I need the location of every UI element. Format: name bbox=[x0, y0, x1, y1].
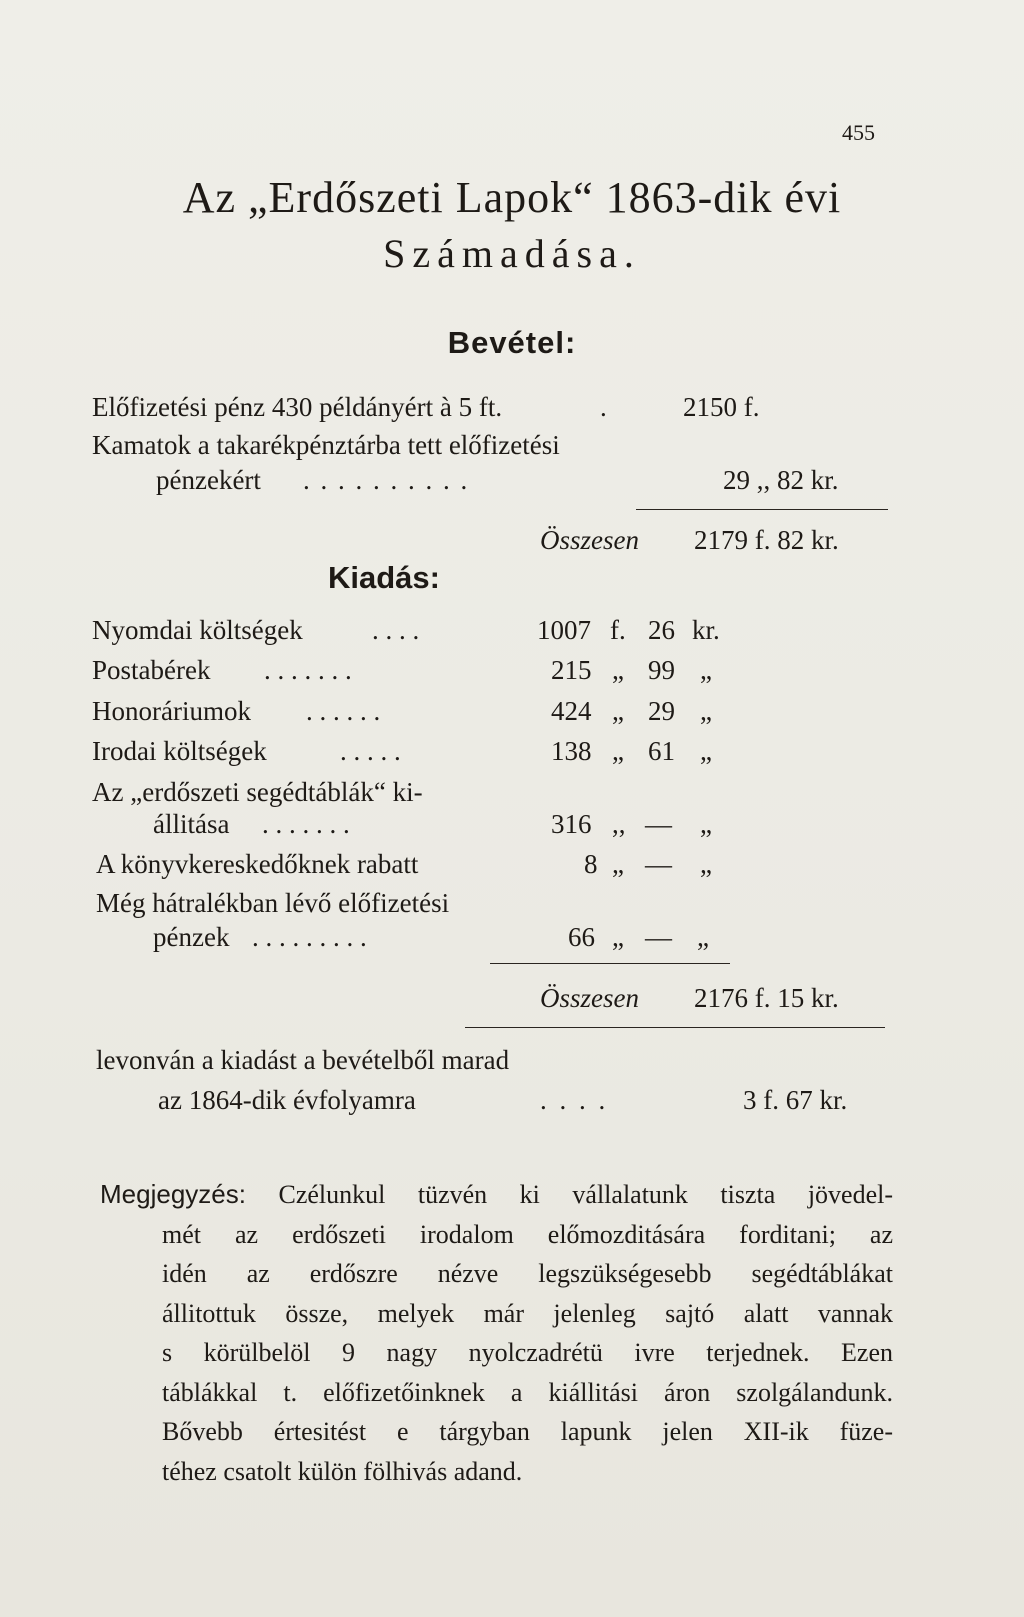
expense-row-kr: 99 bbox=[648, 655, 675, 685]
balance-line: az 1864-dik évfolyamra bbox=[158, 1085, 416, 1115]
income-row-dots: . bbox=[600, 392, 607, 422]
expense-row-label: pénzek bbox=[153, 922, 230, 952]
expense-row-dots: . . . . . . . . . bbox=[252, 922, 367, 952]
expense-row-kr: — bbox=[645, 849, 672, 879]
expense-row-kr: — bbox=[645, 809, 672, 839]
expense-row-ft: 215 bbox=[551, 655, 592, 685]
balance-line: levonván a kiadást a bevételből marad bbox=[96, 1045, 510, 1075]
expense-row-ft: 316 bbox=[551, 809, 592, 839]
note-line: táblákkal t. előfizetőinknek a kiállitási áron szolgálandunk. bbox=[162, 1377, 893, 1407]
balance-value: 3 f. 67 kr. bbox=[743, 1085, 848, 1115]
income-row-label: Előfizetési pénz 430 példányért à 5 ft. bbox=[92, 392, 503, 422]
note-heading: Megjegyzés: bbox=[100, 1179, 246, 1209]
expense-row-ft: 424 bbox=[551, 696, 592, 726]
balance-dots: . . . . bbox=[540, 1085, 609, 1115]
income-row-dots: . . . . . . . . . . bbox=[303, 465, 470, 495]
expense-row-kr-unit: „ bbox=[700, 736, 712, 766]
expense-row-kr: 61 bbox=[648, 736, 675, 766]
income-total-label: Összesen bbox=[540, 525, 639, 555]
balance-rule bbox=[465, 1027, 885, 1028]
page-number: 455 bbox=[842, 120, 875, 145]
expense-row-ft: 138 bbox=[551, 736, 592, 766]
expense-row-ft-unit: „ bbox=[612, 849, 624, 879]
income-row-label: pénzekért bbox=[156, 465, 261, 495]
note-line: idén az erdőszre nézve legszükségesebb segédtáblákat bbox=[162, 1259, 893, 1288]
expense-row-label: Postabérek bbox=[92, 655, 211, 685]
income-row-amount: 2150 f. bbox=[683, 392, 760, 422]
expense-row-ft: 1007 bbox=[537, 615, 591, 645]
note-line: téhez csatolt külön fölhivás adand. bbox=[162, 1456, 523, 1486]
income-row-label: Kamatok a takarékpénztárba tett előfizetési bbox=[92, 430, 560, 460]
expense-row-kr: — bbox=[645, 922, 672, 952]
expense-row-dots: . . . . bbox=[372, 615, 420, 645]
expense-row-ft-unit: ,, bbox=[612, 809, 626, 839]
expense-row-ft: 8 bbox=[584, 849, 598, 879]
expense-row-label: Nyomdai költségek bbox=[92, 615, 303, 645]
expense-row-ft-unit: „ bbox=[612, 696, 624, 726]
expense-row-dots: . . . . . . bbox=[306, 696, 381, 726]
expense-row-label: Honoráriumok bbox=[92, 696, 251, 726]
note-line: Megjegyzés: Czélunkul tüzvén ki vállalatunk tiszta jövedel- bbox=[100, 1179, 894, 1209]
expense-row-dots: . . . . . . . bbox=[264, 655, 352, 685]
expense-total-value: 2176 f. 15 kr. bbox=[694, 983, 839, 1013]
expense-row-label: A könyvkereskedőknek rabatt bbox=[96, 849, 419, 879]
note-paragraph bbox=[100, 1175, 893, 1491]
expense-sum-rule bbox=[490, 963, 730, 964]
expense-row-dots: . . . . . . . bbox=[262, 809, 350, 839]
expense-row-kr-unit: „ bbox=[700, 809, 712, 839]
expense-row-label: Az „erdőszeti segédtáblák“ ki- bbox=[92, 777, 423, 807]
expense-row-ft-unit: „ bbox=[612, 736, 624, 766]
expense-row-label: állitása bbox=[153, 809, 230, 839]
page-subtitle: Számadása. bbox=[383, 231, 641, 276]
expense-row-kr-unit: „ bbox=[700, 655, 712, 685]
note-line: mét az erdőszeti irodalom előmozditására forditani; az bbox=[162, 1219, 893, 1249]
income-heading: Bevétel: bbox=[447, 325, 577, 360]
expense-heading: Kiadás: bbox=[328, 560, 440, 595]
expense-row-label: Irodai költségek bbox=[92, 736, 267, 766]
expense-row-ft-unit: „ bbox=[612, 922, 624, 952]
expense-total-label: Összesen bbox=[540, 983, 639, 1013]
expense-row-ft-unit: f. bbox=[610, 615, 626, 645]
expense-row-kr: 29 bbox=[648, 696, 675, 726]
note-line: állitottuk össze, melyek már jelenleg sajtó alatt vannak bbox=[162, 1298, 893, 1328]
income-sum-rule bbox=[636, 509, 888, 510]
expense-row-ft: 66 bbox=[568, 922, 595, 952]
expense-row-kr-unit: „ bbox=[697, 922, 709, 952]
note-line: s körülbelöl 9 nagy nyolczadrétü ivre terjednek. Ezen bbox=[162, 1338, 893, 1367]
note-line: Bővebb értesitést e tárgyban lapunk jelen XII-ik füze- bbox=[162, 1417, 893, 1446]
expense-row-kr-unit: „ bbox=[700, 696, 712, 726]
expense-row-kr-unit: kr. bbox=[692, 615, 720, 645]
expense-row-kr-unit: „ bbox=[700, 849, 712, 879]
expense-row-dots: . . . . . bbox=[340, 736, 401, 766]
income-row-amount: 29 ,, 82 kr. bbox=[723, 465, 839, 495]
expense-row-ft-unit: „ bbox=[612, 655, 624, 685]
expense-row-label: Még hátralékban lévő előfizetési bbox=[96, 888, 450, 918]
expense-row-kr: 26 bbox=[648, 615, 675, 645]
income-total-value: 2179 f. 82 kr. bbox=[694, 525, 839, 555]
page-title: Az „Erdőszeti Lapok“ 1863-dik évi bbox=[182, 173, 842, 222]
